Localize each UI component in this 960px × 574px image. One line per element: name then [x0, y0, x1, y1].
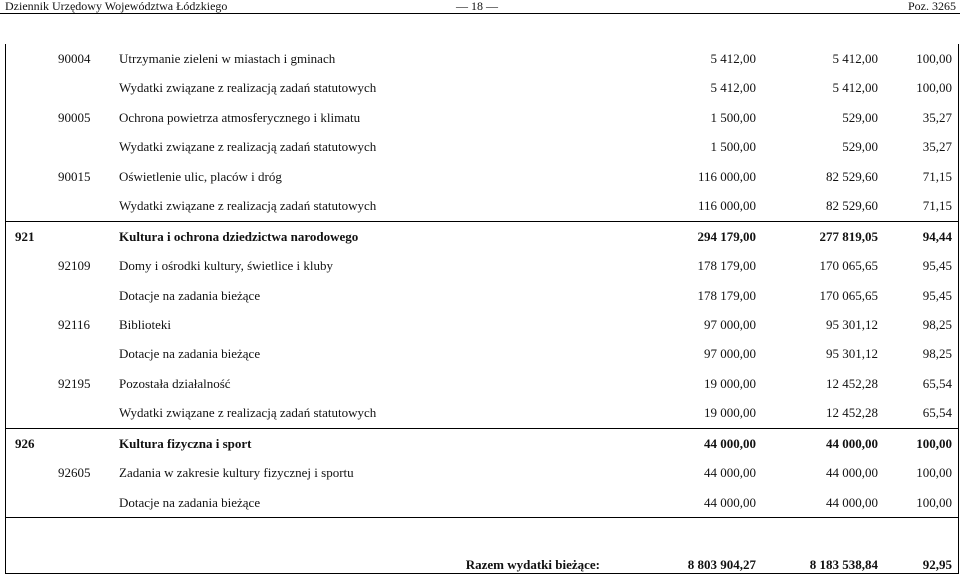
total-executed: 8 183 538,84	[809, 557, 878, 572]
row-percent: 100,00	[916, 494, 952, 510]
chapter-row	[6, 44, 958, 73]
row-executed: 5 412,00	[832, 80, 878, 96]
item-row	[6, 73, 958, 102]
row-description: Dotacje na zadania bieżące	[119, 287, 261, 303]
row-code: 90005	[58, 109, 91, 125]
row-plan: 97 000,00	[704, 316, 756, 332]
row-plan: 44 000,00	[704, 435, 756, 451]
row-description: Oświetlenie ulic, placów i dróg	[119, 168, 282, 184]
row-plan: 5 412,00	[710, 51, 756, 66]
row-description: Dotacje na zadania bieżące	[119, 346, 261, 362]
row-description: Wydatki związane z realizacją zadań statutowych	[119, 80, 377, 96]
header-rule	[0, 13, 960, 14]
expenditure-table	[5, 44, 959, 574]
row-percent: 71,15	[922, 168, 952, 184]
row-percent: 95,45	[922, 258, 952, 274]
chapter-row	[6, 103, 958, 132]
journal-title: Dziennik Urzędowy Województwa Łódzkiego	[5, 0, 228, 13]
row-executed: 170 065,65	[819, 287, 878, 303]
total-percent: 92,95	[922, 557, 952, 572]
table-body	[6, 44, 958, 517]
chapter-row	[6, 162, 958, 191]
row-plan: 19 000,00	[704, 405, 756, 421]
chapter-row	[6, 458, 958, 487]
row-plan: 44 000,00	[704, 465, 756, 481]
row-percent: 35,27	[922, 139, 952, 155]
row-percent: 100,00	[916, 435, 952, 451]
row-executed: 82 529,60	[826, 168, 878, 184]
row-executed: 12 452,28	[826, 375, 878, 391]
row-percent: 71,15	[922, 198, 952, 214]
row-executed: 95 301,12	[826, 316, 878, 332]
item-row	[6, 398, 958, 427]
row-percent: 100,00	[916, 465, 952, 481]
row-description: Pozostała działalność	[119, 375, 231, 391]
row-executed: 529,00	[842, 109, 878, 125]
row-percent: 65,54	[922, 375, 952, 391]
row-code: 90004	[58, 51, 91, 66]
row-percent: 95,45	[922, 287, 952, 303]
row-plan: 178 179,00	[697, 287, 756, 303]
row-percent: 98,25	[922, 316, 952, 332]
row-executed: 44 000,00	[826, 494, 878, 510]
row-percent: 98,25	[922, 346, 952, 362]
row-code: 921	[15, 228, 35, 244]
row-percent: 65,54	[922, 405, 952, 421]
row-code: 90015	[58, 168, 91, 184]
row-plan: 116 000,00	[697, 168, 756, 184]
row-description: Wydatki związane z realizacją zadań statutowych	[119, 198, 377, 214]
row-executed: 529,00	[842, 139, 878, 155]
row-executed: 95 301,12	[826, 346, 878, 362]
item-row	[6, 281, 958, 310]
row-executed: 44 000,00	[826, 465, 878, 481]
row-plan: 294 179,00	[697, 228, 756, 244]
row-description: Wydatki związane z realizacją zadań statutowych	[119, 405, 377, 421]
row-percent: 100,00	[916, 51, 952, 66]
row-plan: 116 000,00	[697, 198, 756, 214]
total-label: Razem wydatki bieżące:	[465, 557, 600, 572]
item-row	[6, 488, 958, 517]
row-description: Domy i ośrodki kultury, świetlice i kluby	[119, 258, 333, 274]
row-executed: 12 452,28	[826, 405, 878, 421]
row-executed: 277 819,05	[819, 228, 878, 244]
chapter-row	[6, 251, 958, 280]
total-row	[6, 517, 958, 573]
row-executed: 170 065,65	[819, 258, 878, 274]
chapter-row	[6, 369, 958, 398]
row-code: 92116	[58, 316, 91, 332]
row-executed: 82 529,60	[826, 198, 878, 214]
page-header	[0, 0, 960, 14]
row-executed: 44 000,00	[826, 435, 878, 451]
row-executed: 5 412,00	[832, 51, 878, 66]
row-plan: 178 179,00	[697, 258, 756, 274]
row-plan: 1 500,00	[710, 109, 756, 125]
row-percent: 100,00	[916, 80, 952, 96]
item-row	[6, 191, 958, 220]
row-code: 92109	[58, 258, 91, 274]
chapter-row	[6, 310, 958, 339]
row-description: Dotacje na zadania bieżące	[119, 494, 261, 510]
row-code: 926	[15, 435, 35, 451]
row-code: 92195	[58, 375, 91, 391]
total-plan: 8 803 904,27	[687, 557, 756, 572]
row-percent: 94,44	[922, 228, 952, 244]
row-description: Biblioteki	[119, 316, 171, 332]
row-description: Wydatki związane z realizacją zadań statutowych	[119, 139, 377, 155]
row-plan: 1 500,00	[710, 139, 756, 155]
section-row	[6, 428, 958, 458]
item-row	[6, 132, 958, 161]
row-description: Zadania w zakresie kultury fizycznej i sportu	[119, 465, 354, 481]
row-description: Utrzymanie zieleni w miastach i gminach	[119, 51, 336, 66]
row-plan: 44 000,00	[704, 494, 756, 510]
row-description: Kultura fizyczna i sport	[119, 435, 252, 451]
position-number: Poz. 3265	[908, 0, 956, 13]
row-plan: 5 412,00	[710, 80, 756, 96]
row-percent: 35,27	[922, 109, 952, 125]
row-description: Ochrona powietrza atmosferycznego i klimatu	[119, 109, 361, 125]
section-row	[6, 221, 958, 251]
row-plan: 97 000,00	[704, 346, 756, 362]
row-plan: 19 000,00	[704, 375, 756, 391]
page-number: — 18 —	[456, 0, 498, 13]
row-code: 92605	[58, 465, 91, 481]
row-description: Kultura i ochrona dziedzictwa narodowego	[119, 228, 359, 244]
item-row	[6, 339, 958, 368]
